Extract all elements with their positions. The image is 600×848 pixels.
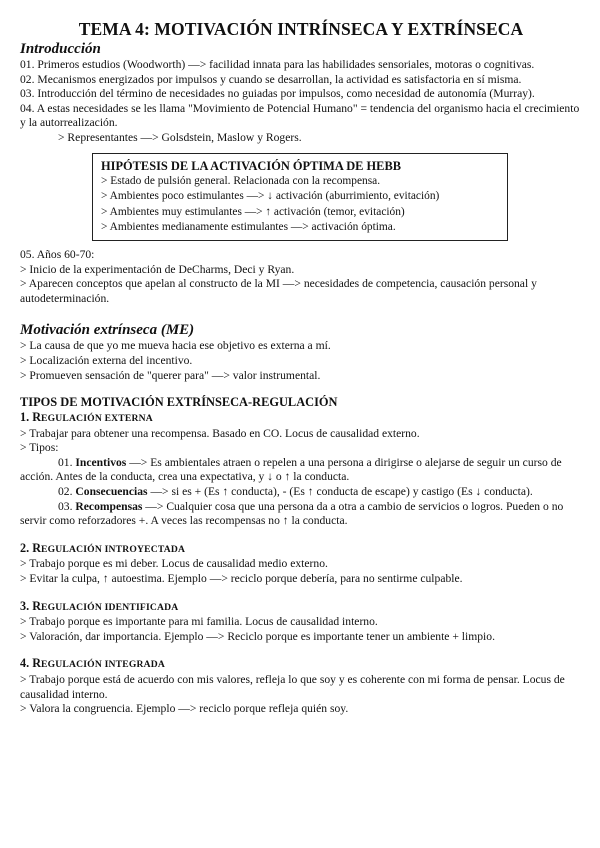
integrated-line: > Valora la congruencia. Ejemplo —> reciclo porque refleja quién soy.: [20, 702, 349, 716]
intro-item: 04. A estas necesidades se les llama "Movimiento de Potencial Humano" = tendencia del organismo hacia el crecimiento y la autorrealización.: [20, 101, 580, 130]
years-heading: 05. Años 60-70:: [20, 247, 95, 261]
hebb-box-title: HIPÓTESIS DE LA ACTIVACIÓN ÓPTIMA DE HEBB: [101, 158, 401, 173]
hebb-box-line: > Ambientes muy estimulantes —> ↑ activación (temor, evitación): [101, 205, 405, 218]
hebb-box-line: > Ambientes medianamente estimulantes —> activación óptima.: [101, 221, 396, 234]
identified-line: > Valoración, dar importancia. Ejemplo —> Reciclo porque es importante tener un ambiente + limpio.: [20, 629, 495, 643]
me-line: > Localización externa del incentivo.: [20, 353, 193, 367]
integrated-regulation-heading: 4. REGULACIÓN INTEGRADA: [20, 656, 166, 671]
hebb-box-line: > Ambientes poco estimulantes —> ↓ activación (aburrimiento, evitación): [101, 190, 440, 203]
introjected-regulation-heading: 2. REGULACIÓN INTROYECTADA: [20, 540, 186, 555]
intro-heading: Introducción: [20, 41, 101, 57]
intro-item: 01. Primeros estudios (Woodworth) —> facilidad innata para las habilidades sensoriales, motoras o cognitivas.: [20, 58, 535, 71]
integrated-line: > Trabajo porque está de acuerdo con mis valores, refleja lo que soy y es coherente con mi forma de pensar. Locus de causalidad interno.: [20, 673, 565, 701]
document-page: [20, 18, 582, 717]
identified-regulation-heading: 3. REGULACIÓN IDENTIFICADA: [20, 598, 179, 613]
consecuencias-item: 02. Consecuencias —> si es + (Es ↑ conducta), - (Es ↑ conducta de escape) y castigo (Es ↓ conducta).: [58, 485, 533, 499]
introjected-line: > Evitar la culpa, ↑ autoestima. Ejemplo —> reciclo porque debería, para no sentirme culpable.: [20, 572, 463, 586]
introjected-line: > Trabajo porque es mi deber. Locus de causalidad medio externo.: [20, 557, 328, 571]
intro-item: 02. Mecanismos energizados por impulsos y cuando se desarrollan, la actividad es satisfactoria en sí misma.: [20, 72, 522, 86]
intro-item: 03. Introducción del término de necesidades no guiadas por impulsos, como necesidad de autonomía (Murray).: [20, 87, 535, 101]
external-line: > Trabajar para obtener una recompensa. Basado en CO. Locus de causalidad externo.: [20, 426, 420, 440]
me-line: > La causa de que yo me mueva hacia ese objetivo es externa a mí.: [20, 339, 331, 353]
me-line: > Promueven sensación de "querer para" —> valor instrumental.: [20, 368, 321, 382]
hebb-hypothesis-box: [92, 153, 508, 241]
years-line: > Aparecen conceptos que apelan al constructo de la MI —> necesidades de competencia, causación personal y autodeterminación.: [20, 277, 537, 305]
incentivos-item: 01. Incentivos —> Es ambientales atraen o repelen a una persona a dirigirse o alejarse de seguir un curso de acción. Antes de la conducta, crea una expectativa, y ↓ o ↑ la conducta.: [20, 455, 562, 484]
page-title: TEMA 4: MOTIVACIÓN INTRÍNSECA Y EXTRÍNSECA: [78, 19, 524, 39]
external-regulation-heading: 1. REGULACIÓN EXTERNA: [20, 410, 153, 425]
hebb-box-line: > Estado de pulsión general. Relacionada con la recompensa.: [101, 174, 381, 187]
me-heading: Motivación extrínseca (ME): [20, 322, 195, 339]
years-line: > Inicio de la experimentación de DeCharms, Deci y Ryan.: [20, 262, 295, 276]
recompensas-item: 03. Recompensas —> Cualquier cosa que una persona da a otra a cambio de servicios o logros. Pueden o no servir como reforzadores +. A veces las recompensas no ↑ la conducta.: [20, 499, 564, 528]
types-heading: TIPOS DE MOTIVACIÓN EXTRÍNSECA-REGULACIÓN: [20, 395, 338, 410]
external-line: > Tipos:: [20, 441, 59, 455]
representatives-line: > Representantes —> Golsdstein, Maslow y Rogers.: [58, 130, 302, 144]
identified-line: > Trabajo porque es importante para mi familia. Locus de causalidad interno.: [20, 615, 378, 629]
